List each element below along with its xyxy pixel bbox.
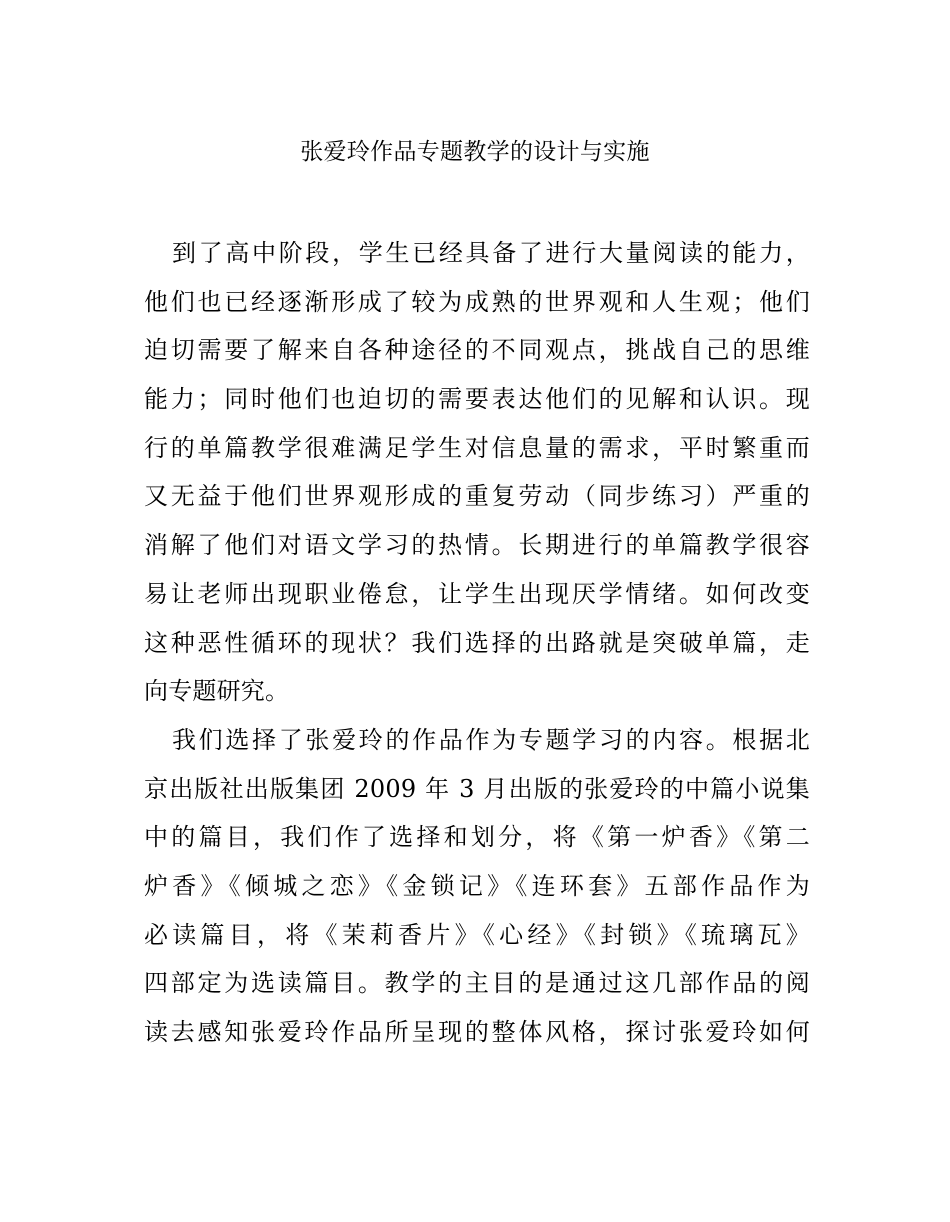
paragraph-1-line-8: 易让老师出现职业倦怠，让学生出现厌学情绪。如何改变 <box>144 579 810 608</box>
paragraph-1-line-9: 这种恶性循环的现状？我们选择的出路就是突破单篇，走 <box>144 628 810 657</box>
paragraph-1-line-3: 迫切需要了解来自各种途径的不同观点，挑战自己的思维 <box>144 336 810 365</box>
paragraph-1-line-7: 消解了他们对语文学习的热情。长期进行的单篇教学很容 <box>144 531 810 560</box>
paragraph-2-line-4: 炉香》《倾城之恋》《金锁记》《连环套》五部作品作为 <box>144 871 810 900</box>
paragraph-2-line-6: 四部定为选读篇目。教学的主目的是通过这几部作品的阅 <box>144 969 810 998</box>
paragraph-1-line-6: 又无益于他们世界观形成的重复劳动（同步练习）严重的 <box>144 482 810 511</box>
paragraph-2-line-5: 必读篇目，将《茉莉香片》《心经》《封锁》《琉璃瓦》 <box>144 920 810 949</box>
document-title: 张爱玲作品专题教学的设计与实施 <box>300 139 650 165</box>
paragraph-1-line-5: 行的单篇教学很难满足学生对信息量的需求，平时繁重而 <box>144 433 810 462</box>
paragraph-2-line-2: 京出版社出版集团 2009 年 3 月出版的张爱玲的中篇小说集 <box>144 774 810 803</box>
paragraph-2-line-3: 中的篇目，我们作了选择和划分，将《第一炉香》《第二 <box>144 823 810 852</box>
paragraph-1-line-2: 他们也已经逐渐形成了较为成熟的世界观和人生观；他们 <box>144 287 810 316</box>
paragraph-1-line-1: 到了高中阶段，学生已经具备了进行大量阅读的能力， <box>172 239 810 267</box>
paragraph-1-line-10: 向专题研究。 <box>144 677 290 706</box>
paragraph-1-line-4: 能力；同时他们也迫切的需要表达他们的见解和认识。现 <box>144 385 810 414</box>
paragraph-2-line-7: 读去感知张爱玲作品所呈现的整体风格，探讨张爱玲如何 <box>144 1018 810 1046</box>
paragraph-2-line-1: 我们选择了张爱玲的作品作为专题学习的内容。根据北 <box>172 725 810 754</box>
document-body <box>144 229 810 1057</box>
